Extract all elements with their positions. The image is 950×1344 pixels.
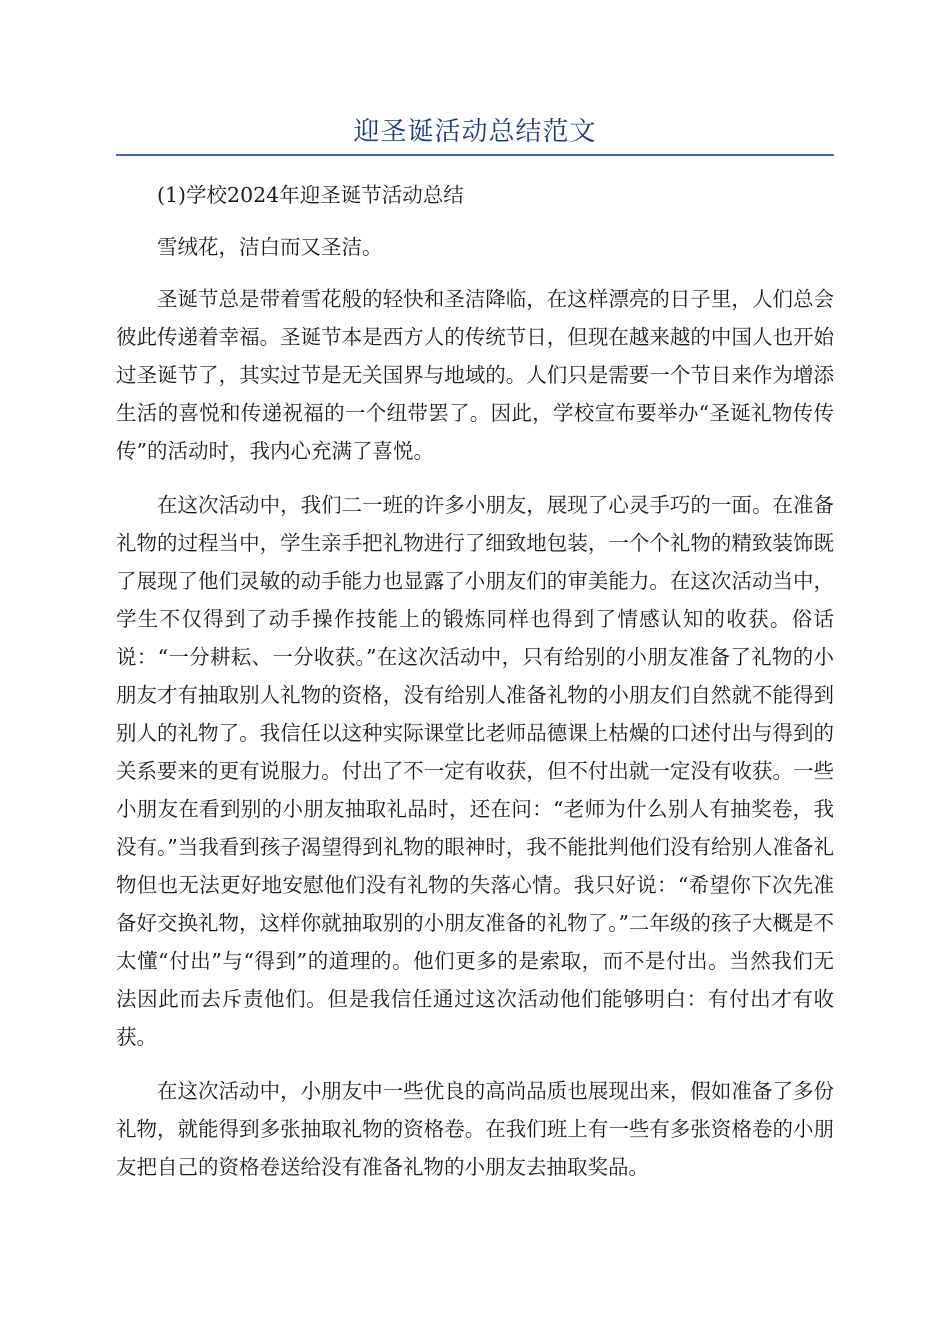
paragraph: 在这次活动中，我们二一班的许多小朋友，展现了心灵手巧的一面。在准备礼物的过程当中，学生亲手把礼物进行了细致地包装，一个个礼物的精致装饰既了展现了他们灵敏的动手能力也显露了小朋友们的审美能力。在这次活动当中，学生不仅得到了动手操作技能上的锻炼同样也得到了情感认知的收获。俗话说：“一分耕耘、一分收获。”在这次活动中，只有给别的小朋友准备了礼物的小朋友才有抽取别人礼物的资格，没有给别人准备礼物的小朋友们自然就不能得到别人的礼物了。我信任以这种实际课堂比老师品德课上枯燥的口述付出与得到的关系要来的更有说服力。付出了不一定有收获，但不付出就一定没有收获。一些小朋友在看到别的小朋友抽取礼品时，还在问：“老师为什么别人有抽奖卷，我没有。”当我看到孩子渴望得到礼物的眼神时，我不能批判他们没有给别人准备礼物但也无法更好地安慰他们没有礼物的失落心情。我只好说：“希望你下次先准备好交换礼物，这样你就抽取别的小朋友准备的礼物了。”二年级的孩子大概是不太懂“付出”与“得到”的道理的。他们更多的是索取，而不是付出。当然我们无法因此而去斥责他们。但是我信任通过这次活动他们能够明白：有付出才有收获。 (116, 493, 834, 1049)
paragraph: 圣诞节总是带着雪花般的轻快和圣洁降临，在这样漂亮的日子里，人们总会彼此传递着幸福。圣诞节本是西方人的传统节日，但现在越来越的中国人也开始过圣诞节了，其实过节是无关国界与地域的。人们只是需要一个节日来作为增添生活的喜悦和传递祝福的一个纽带罢了。因此，学校宣布要举办“圣诞礼物传传传”的活动时，我内心充满了喜悦。 (116, 287, 834, 463)
document-body (116, 176, 834, 1202)
paragraph: 雪绒花，洁白而又圣洁。 (157, 235, 383, 259)
document-title: 迎圣诞活动总结范文 (353, 117, 597, 147)
title-underline (116, 154, 834, 156)
section-heading: (1)学校2024年迎圣诞节活动总结 (157, 183, 464, 207)
paragraph: 在这次活动中，小朋友中一些优良的高尚品质也展现出来，假如准备了多份礼物，就能得到多张抽取礼物的资格卷。在我们班上有一些有多张资格卷的小朋友把自己的资格卷送给没有准备礼物的小朋友去抽取奖品。 (116, 1079, 834, 1179)
